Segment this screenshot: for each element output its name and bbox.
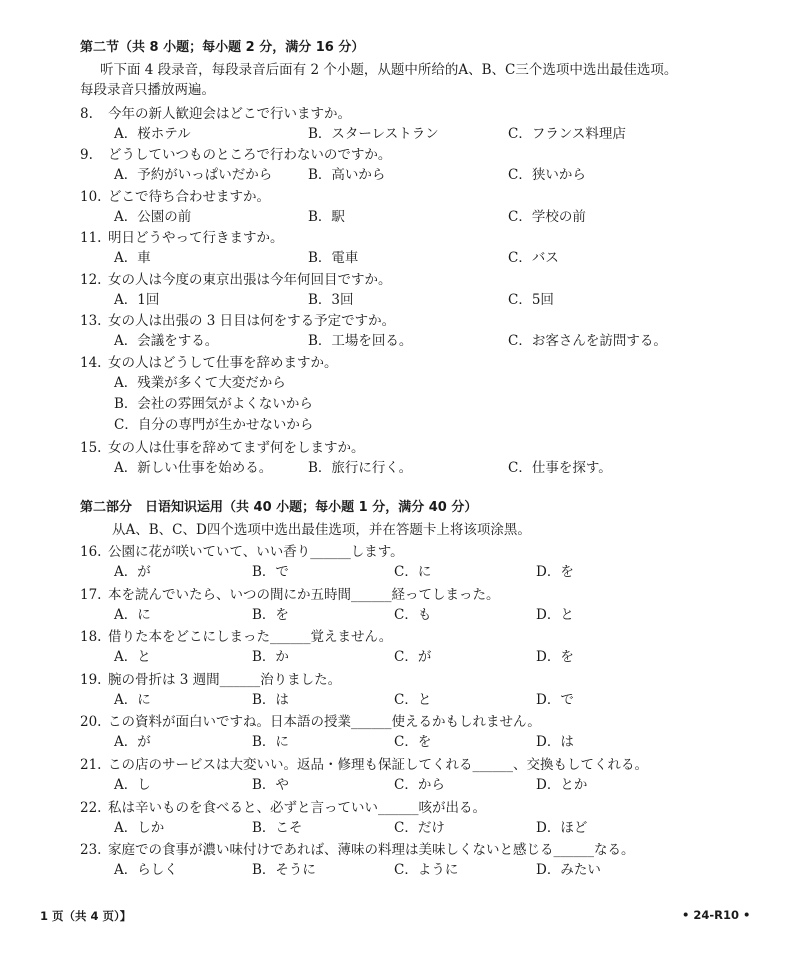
question-9-number: 9. <box>80 147 93 163</box>
question-10-number: 10. <box>80 189 102 205</box>
footer-page-number: 1 页（共 4 页）】 <box>40 909 132 923</box>
question-17-option-d: D．と <box>536 606 574 623</box>
question-11-text: 明日どうやって行きますか。 <box>108 230 284 246</box>
question-19-number: 19. <box>80 671 102 688</box>
question-8-option-b: B．スターレストラン <box>308 126 439 142</box>
question-10-option-c: C．学校の前 <box>508 209 586 225</box>
question-13-option-a: A．会議をする。 <box>114 333 219 349</box>
question-17-option-b: B．を <box>252 606 289 623</box>
question-15-option-b: B．旅行に行く。 <box>308 460 413 476</box>
question-11-number: 11. <box>80 230 102 246</box>
question-11-option-a: A．車 <box>114 250 151 266</box>
question-18-text: 借りた本をどこにしまった______覚えません。 <box>108 629 393 646</box>
question-17-text: 本を読んでいたら、いつの間にか五時間______経ってしまった。 <box>108 586 500 603</box>
question-9-text: どうしていつものところで行わないのですか。 <box>108 147 392 163</box>
question-22-number: 22. <box>80 799 102 816</box>
question-13-text: 女の人は出張の 3 日目は何をする予定ですか。 <box>108 313 396 329</box>
question-23-option-a: A．らしく <box>114 862 178 879</box>
question-17-option-a: A．に <box>114 606 151 623</box>
question-15-text: 女の人は仕事を辞めてまず何をしますか。 <box>108 440 365 456</box>
question-21-number: 21. <box>80 757 102 773</box>
question-22-option-a: A．しか <box>114 819 165 836</box>
part2-heading: 第二部分 日语知识运用（共 40 小题；每小题 1 分，满分 40 分） <box>80 500 478 515</box>
question-20-option-b: B．に <box>252 734 289 751</box>
question-16-option-c: C．に <box>394 564 432 580</box>
question-8-text: 今年の新人歓迎会はどこで行いますか。 <box>108 106 351 122</box>
question-22-text: 私は辛いものを食べると、必ずと言っていい______咳が出る。 <box>108 799 486 816</box>
question-19-option-c: C．と <box>394 691 432 708</box>
question-22-option-c: C．だけ <box>394 819 445 836</box>
question-13-option-c: C．お客さんを訪問する。 <box>508 333 667 349</box>
question-18-option-d: D．を <box>536 649 574 666</box>
question-19-option-a: A．に <box>114 691 151 708</box>
question-20-option-a: A．が <box>114 734 151 751</box>
question-22-option-d: D．ほど <box>536 819 588 836</box>
question-23-option-d: D．みたい <box>536 862 601 879</box>
question-19-option-b: B．は <box>252 691 289 708</box>
question-13-option-b: B．工場を回る。 <box>308 333 413 349</box>
question-20-text: この資料が面白いですね。日本語の授業______使えるかもしれません。 <box>108 714 541 731</box>
question-21-text: この店のサービスは大変いい。返品・修理も保証してくれる______、交換もしてくれる。 <box>108 757 648 773</box>
question-8-option-a: A．桜ホテル <box>114 126 191 142</box>
question-11-option-c: C．バス <box>508 250 559 266</box>
question-12-text: 女の人は今度の東京出張は今年何回目ですか。 <box>108 272 392 288</box>
question-21-option-b: B．や <box>252 777 289 793</box>
part2-instruction: 从A、B、C、D四个选项中选出最佳选项，并在答题卡上将该项涂黑。 <box>112 522 531 538</box>
question-23-option-c: C．ように <box>394 862 459 879</box>
question-14-text: 女の人はどうして仕事を辞めますか。 <box>108 355 338 371</box>
question-18-option-c: C．が <box>394 649 432 666</box>
question-16-option-d: D．を <box>536 564 574 580</box>
question-8-option-c: C．フランス料理店 <box>508 126 626 142</box>
question-11-option-b: B．電車 <box>308 250 359 266</box>
question-15-number: 15. <box>80 440 102 456</box>
question-17-number: 17. <box>80 586 102 603</box>
question-10-option-a: A．公園の前 <box>114 209 192 225</box>
question-12-option-a: A．1回 <box>114 292 160 308</box>
question-14-option-a: A．残業が多くて大変だから <box>114 375 286 391</box>
question-20-option-c: C．を <box>394 734 432 751</box>
question-15-option-a: A．新しい仕事を始める。 <box>114 460 273 476</box>
question-16-option-a: A．が <box>114 564 151 580</box>
question-12-number: 12. <box>80 272 102 288</box>
question-23-option-b: B．そうに <box>252 862 316 879</box>
section2-instruction-line1: 听下面 4 段录音，每段录音后面有 2 个小题，从题中所给的A、B、C三个选项中选出最佳选项。 <box>100 62 678 78</box>
question-21-option-a: A．し <box>114 777 151 793</box>
question-10-option-b: B．駅 <box>308 209 345 225</box>
question-14-option-c: C．自分の専門が生かせないから <box>114 417 314 433</box>
question-21-option-d: D．とか <box>536 777 588 793</box>
question-13-number: 13. <box>80 313 102 329</box>
section2-heading: 第二节（共 8 小题；每小题 2 分，满分 16 分） <box>80 40 365 55</box>
question-18-number: 18. <box>80 629 102 646</box>
question-12-option-b: B．3回 <box>308 292 354 308</box>
question-16-text: 公園に花が咲いていて、いい香り______します。 <box>108 544 404 560</box>
question-20-number: 20. <box>80 714 102 731</box>
question-9-option-b: B．高いから <box>308 167 386 183</box>
question-16-number: 16. <box>80 544 102 560</box>
section2-instruction-line2: 每段录音只播放两遍。 <box>80 82 215 98</box>
question-10-text: どこで待ち合わせますか。 <box>108 189 270 205</box>
question-8-number: 8. <box>80 106 93 122</box>
question-9-option-c: C．狭いから <box>508 167 586 183</box>
question-14-number: 14. <box>80 355 102 371</box>
question-12-option-c: C．5回 <box>508 292 554 308</box>
question-18-option-b: B．か <box>252 649 289 666</box>
footer-code: • 24-R10 • <box>682 908 751 922</box>
question-19-text: 腕の骨折は 3 週間______治りました。 <box>108 671 342 688</box>
question-19-option-d: D．で <box>536 691 574 708</box>
question-16-option-b: B．で <box>252 564 289 580</box>
question-22-option-b: B．こそ <box>252 819 303 836</box>
question-9-option-a: A．予約がいっぱいだから <box>114 167 273 183</box>
question-17-option-c: C．も <box>394 606 432 623</box>
question-20-option-d: D．は <box>536 734 574 751</box>
question-23-number: 23. <box>80 842 102 859</box>
question-14-option-b: B．会社の雰囲気がよくないから <box>114 396 313 412</box>
question-23-text: 家庭での食事が濃い味付けであれば、薄味の料理は美味しくないと感じる______なる。 <box>108 842 635 859</box>
question-18-option-a: A．と <box>114 649 151 666</box>
question-21-option-c: C．から <box>394 777 445 793</box>
question-15-option-c: C．仕事を探す。 <box>508 460 612 476</box>
